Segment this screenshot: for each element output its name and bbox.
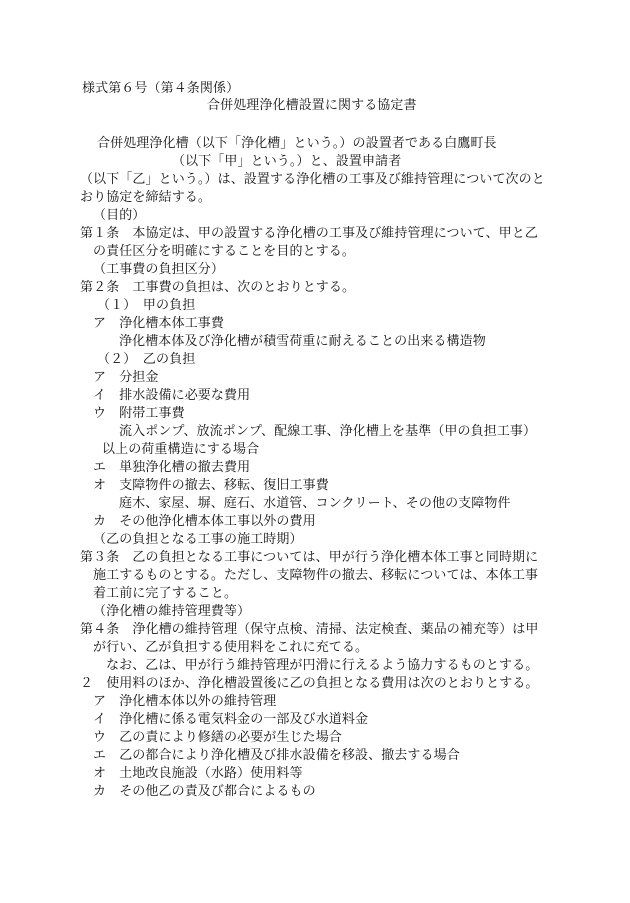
list-item: カ その他浄化槽本体工事以外の費用: [93, 514, 316, 529]
intro-line: （以下「甲」という。）と、設置申請者: [172, 154, 402, 169]
list-item: ア 分担金: [93, 370, 159, 385]
section-heading: （目的）: [93, 208, 146, 223]
clause-heading: （１） 甲の負担: [97, 298, 196, 313]
list-item: エ 単独浄化槽の撤去費用: [93, 460, 251, 475]
list-item: ウ 乙の責により修繕の必要が生じた場合: [93, 730, 342, 745]
list-item-detail: 浄化槽本体及び浄化槽が積雪荷重に耐えることの出来る構造物: [119, 334, 486, 349]
section-heading: （乙の負担となる工事の施工時期）: [93, 532, 303, 547]
intro-line: （以下「乙」という。）は、設置する浄化槽の工事及び維持管理について次のと: [80, 172, 545, 187]
article-3-line: 着工前に完了すること。: [93, 586, 238, 601]
list-item: イ 浄化槽に係る電気料金の一部及び水道料金: [93, 712, 369, 727]
list-item: エ 乙の都合により浄化槽及び排水設備を移設、撤去する場合: [93, 748, 460, 763]
article-3-line: 施工するものとする。ただし、支障物件の撤去、移転については、本体工事: [93, 568, 539, 583]
article-3-line: 第３条 乙の負担となる工事については、甲が行う浄化槽本体工事と同時期に: [80, 550, 539, 565]
clause-heading: （２） 乙の負担: [97, 352, 196, 367]
section-heading: （浄化槽の維持管理費等）: [93, 604, 251, 619]
intro-line: 合併処理浄化槽（以下「浄化槽」という。）の設置者である白鷹町長: [97, 136, 497, 151]
article-4-line: なお、乙は、甲が行う維持管理が円滑に行えるよう協力するものとする。: [106, 658, 539, 673]
article-4-paragraph-2: ２ 使用料のほか、浄化槽設置後に乙の負担となる費用は次のとおりとする。: [80, 676, 539, 691]
document-title: 合併処理浄化槽設置に関する協定書: [207, 98, 417, 113]
article-1-line: 第１条 本協定は、甲の設置する浄化槽の工事及び維持管理について、甲と乙: [80, 226, 538, 241]
section-heading: （工事費の負担区分）: [93, 262, 225, 277]
list-item-detail: 庭木、家屋、塀、庭石、水道管、コンクリート、その他の支障物件: [119, 496, 511, 511]
list-item: オ 土地改良施設（水路）使用料等: [93, 766, 303, 781]
list-item: ウ 附帯工事費: [93, 406, 185, 421]
article-2-line: 第２条 工事費の負担は、次のとおりとする。: [80, 280, 356, 295]
form-number: 様式第６号（第４条関係）: [82, 81, 240, 96]
list-item: オ 支障物件の撤去、移転、復旧工事費: [93, 478, 329, 493]
article-4-line: 第４条 浄化槽の維持管理（保守点検、清掃、法定検査、薬品の補充等）は甲: [80, 622, 539, 637]
intro-line: おり協定を締結する。: [80, 190, 212, 205]
article-1-line: の責任区分を明確にすることを目的とする。: [93, 244, 356, 259]
list-item: ア 浄化槽本体以外の維持管理: [93, 694, 277, 709]
list-item: カ その他乙の責及び都合によるもの: [93, 784, 316, 799]
list-item-detail: 流入ポンプ、放流ポンプ、配線工事、浄化槽上を基準（甲の負担工事）: [119, 424, 537, 439]
list-item: ア 浄化槽本体工事費: [93, 316, 225, 331]
article-4-line: が行い、乙が負担する使用料をこれに充てる。: [93, 640, 369, 655]
list-item-detail: 以上の荷重構造にする場合: [102, 442, 260, 457]
list-item: イ 排水設備に必要な費用: [93, 388, 251, 403]
